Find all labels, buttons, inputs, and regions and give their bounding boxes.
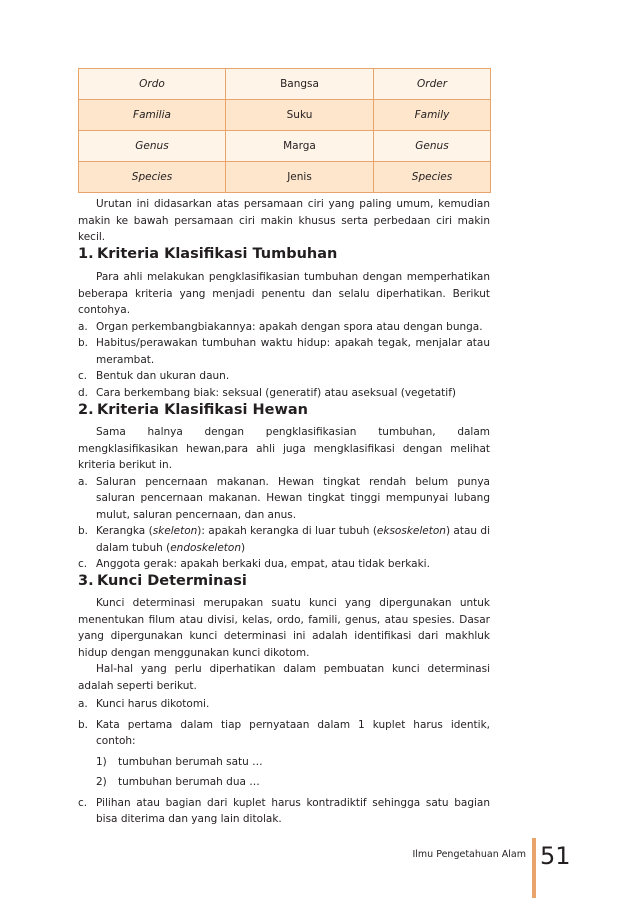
sub-list-item — [78, 754, 490, 771]
section-number: 3. — [78, 573, 94, 589]
list-item — [78, 523, 490, 556]
list-label: b. — [78, 718, 89, 731]
section-1-heading — [78, 246, 490, 262]
term-italic: endoskeleton — [170, 541, 241, 554]
list-text: Cara berkembang biak: seksual (generatif) atau aseksual (vegetatif) — [96, 386, 457, 399]
list-item — [78, 556, 490, 573]
list-text: Pilihan atau bagian dari kuplet harus kontradiktif sehingga satu bagian bisa diterima dan yang lain ditolak. — [96, 796, 490, 825]
table-cell-indonesian: Marga — [226, 131, 374, 162]
intro-paragraph: Urutan ini didasarkan atas persamaan ciri yang paling umum, kemudian makin ke bawah persamaan ciri makin khusus serta perbedaan ciri makin kecil. — [78, 198, 490, 243]
sub-list-label: 2) — [96, 776, 107, 788]
section-3-heading — [78, 573, 490, 589]
list-label: d. — [78, 386, 89, 399]
list-text-part: ) — [241, 541, 246, 554]
footer-subject: Ilmu Pengetahuan Alam — [412, 849, 526, 860]
table-cell-latin: Ordo — [79, 69, 226, 100]
table-cell-english: Genus — [374, 131, 491, 162]
list-item — [78, 368, 490, 385]
sub-list-text: tumbuhan berumah satu … — [118, 755, 263, 768]
page-number: 51 — [540, 842, 571, 870]
term-italic: skeleton — [152, 525, 198, 537]
table-cell-indonesian: Suku — [226, 100, 374, 131]
list-label: c. — [78, 796, 88, 809]
table-cell-indonesian: Bangsa — [226, 69, 374, 100]
table-cell-latin: Species — [79, 162, 226, 193]
table-row — [79, 162, 491, 193]
list-text: Kunci harus dikotomi. — [96, 698, 210, 710]
list-label: a. — [78, 320, 88, 333]
list-text: Anggota gerak: apakah berkaki dua, empat, atau tidak berkaki. — [96, 558, 430, 570]
list-label: c. — [78, 370, 88, 382]
list-item — [78, 795, 490, 828]
section-2-body — [78, 424, 490, 573]
list-item — [78, 335, 490, 368]
section-3-paragraph-2: Hal-hal yang perlu diperhatikan dalam pembuatan kunci determinasi adalah seperti berikut. — [78, 663, 490, 692]
section-2-paragraph: Sama halnya dengan pengklasifikasian tumbuhan, dalam mengklasifikasikan hewan,para ahli juga mengklasifikasi dengan melihat kriteria berikut in. — [78, 426, 490, 471]
list-label: a. — [78, 475, 88, 488]
table-row — [79, 69, 491, 100]
section-title: Kriteria Klasifikasi Tumbuhan — [97, 246, 338, 262]
list-text-part: Kerangka ( — [96, 525, 153, 537]
table-cell-english: Family — [374, 100, 491, 131]
sub-list-text: tumbuhan berumah dua … — [118, 776, 260, 788]
table-cell-latin: Familia — [79, 100, 226, 131]
list-item — [78, 474, 490, 524]
list-item — [78, 717, 490, 750]
term-italic: eksoskeleton — [376, 525, 446, 537]
list-text: Habitus/perawakan tumbuhan waktu hidup: apakah tegak, menjalar atau merambat. — [96, 337, 490, 366]
list-label: c. — [78, 558, 88, 570]
table-cell-latin: Genus — [79, 131, 226, 162]
section-1-body — [78, 269, 490, 401]
footer-accent-bar — [532, 838, 536, 898]
table-row — [79, 100, 491, 131]
section-1-paragraph: Para ahli melakukan pengklasifikasian tumbuhan dengan memperhatikan beberapa kriteria yang menjadi penentu dan selalu diperhatikan. Berikut contohya. — [78, 271, 490, 316]
table-row — [79, 131, 491, 162]
list-item — [78, 696, 490, 713]
list-label: a. — [78, 698, 88, 710]
list-text: Kata pertama dalam tiap pernyataan dalam 1 kuplet harus identik, contoh: — [96, 718, 490, 747]
table-cell-english: Species — [374, 162, 491, 193]
list-text: Saluran pencernaan makanan. Hewan tingkat rendah belum punya saluran pencernaan makanan. Hewan tingkat tinggi mempunyai lubang mulut, saluran pencernaan, dan anus. — [96, 475, 490, 521]
table-cell-english: Order — [374, 69, 491, 100]
list-text: Organ perkembangbiakannya: apakah dengan spora atau dengan bunga. — [96, 320, 483, 333]
section-2-heading — [78, 402, 490, 418]
list-text-part: ) atau di dalam tubuh ( — [96, 525, 490, 554]
section-number: 2. — [78, 402, 94, 418]
sub-list-item — [78, 774, 490, 791]
list-text: Bentuk dan ukuran daun. — [96, 370, 230, 382]
section-number: 1. — [78, 246, 94, 262]
list-label: b. — [78, 337, 89, 349]
taxonomy-table — [78, 68, 491, 193]
list-item — [78, 319, 490, 336]
list-label: b. — [78, 525, 89, 537]
section-3-paragraph-1: Kunci determinasi merupakan suatu kunci yang dipergunakan untuk menentukan filum atau divisi, kelas, ordo, famili, genus, atau spesies. Dasar yang dipergunakan kunci determinasi ini adalah identifikasi dari makhluk hidup dengan menggunakan kunci dikotom. — [78, 597, 490, 659]
section-title: Kriteria Klasifikasi Hewan — [97, 402, 308, 418]
section-3-body — [78, 595, 490, 828]
sub-list-label: 1) — [96, 755, 107, 768]
table-cell-indonesian: Jenis — [226, 162, 374, 193]
list-text-part: ): apakah kerangka di luar tubuh ( — [197, 525, 377, 537]
list-item — [78, 385, 490, 402]
section-title: Kunci Determinasi — [97, 573, 247, 589]
